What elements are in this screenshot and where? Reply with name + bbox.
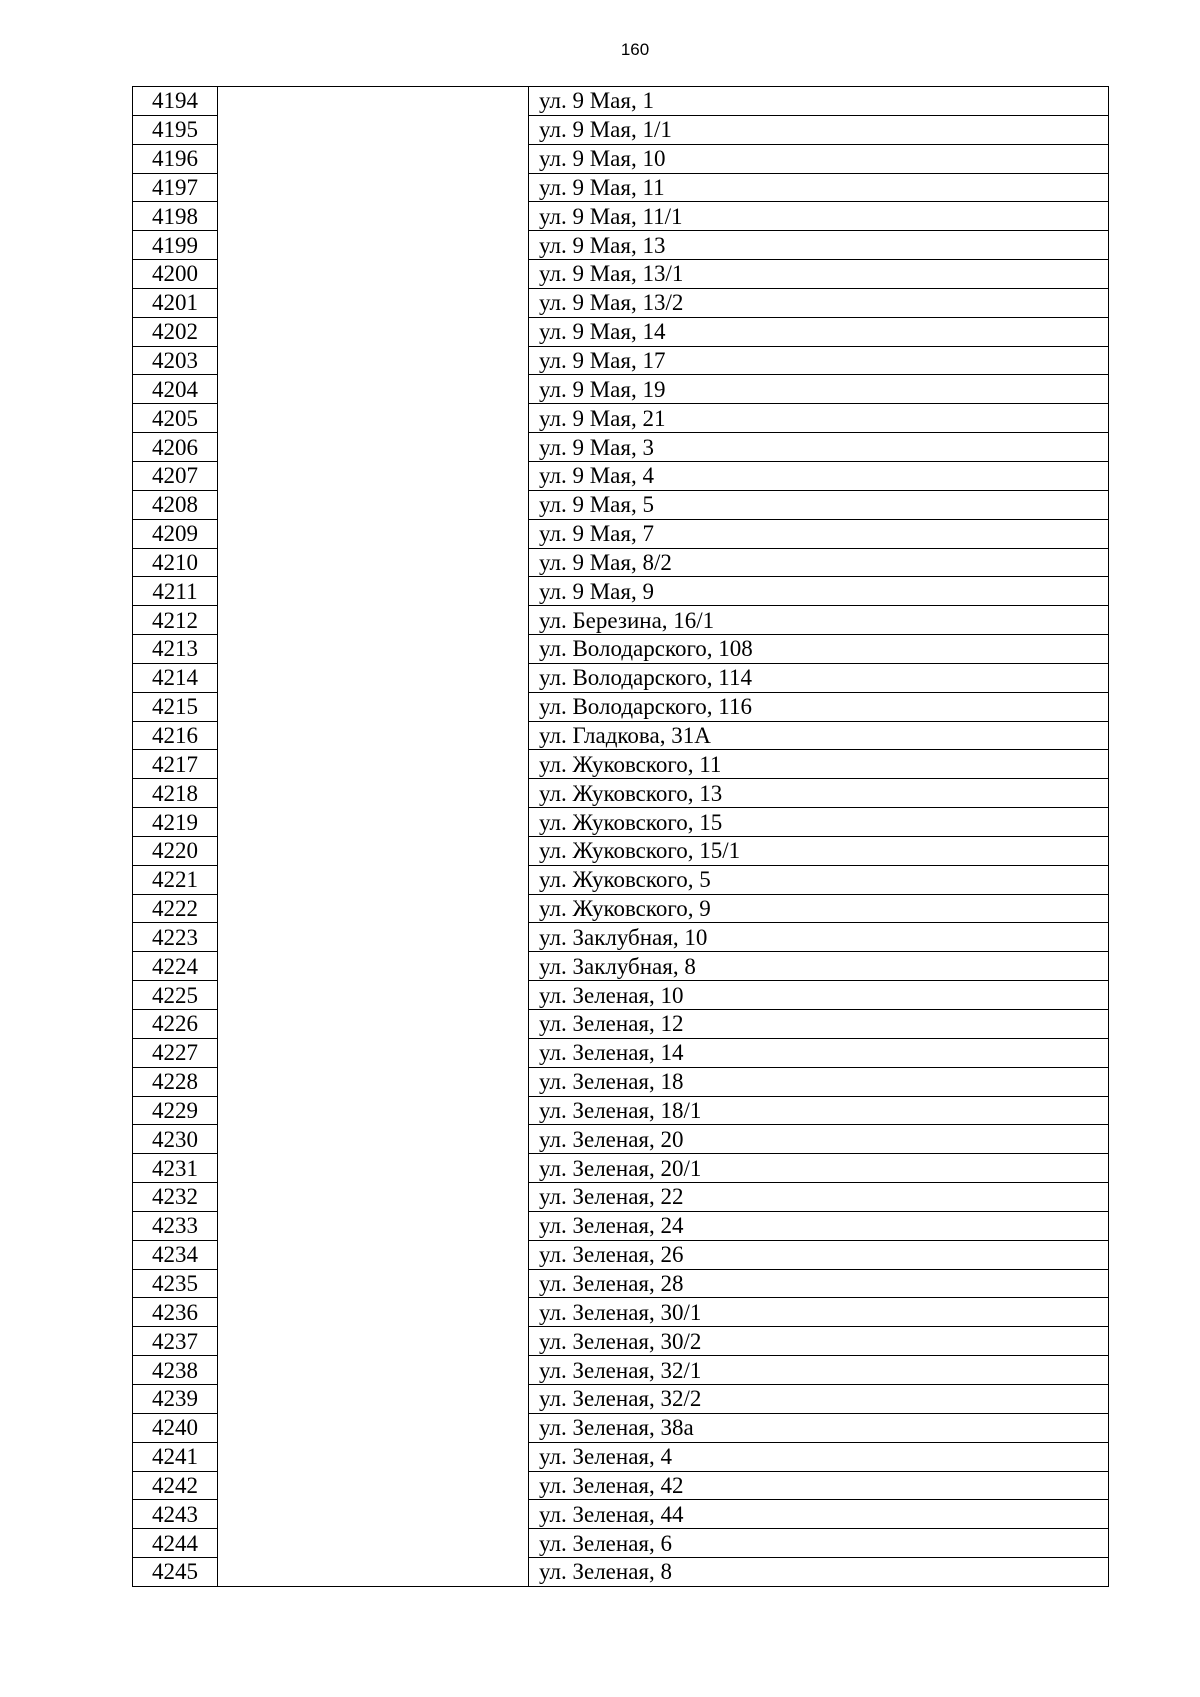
table-row: [133, 750, 1109, 779]
table-row: [133, 317, 1109, 346]
table-row: [133, 1500, 1109, 1529]
table-row: [133, 404, 1109, 433]
table-row: [133, 1529, 1109, 1558]
row-number-cell: 4209: [133, 519, 218, 548]
row-number-cell: 4242: [133, 1471, 218, 1500]
address-table: [132, 86, 1109, 1587]
empty-cell: [218, 231, 529, 260]
empty-cell: [218, 1298, 529, 1327]
table-row: [133, 1067, 1109, 1096]
row-number-cell: 4201: [133, 288, 218, 317]
empty-cell: [218, 1067, 529, 1096]
address-cell: ул. Зеленая, 32/2: [529, 1384, 1109, 1413]
empty-cell: [218, 375, 529, 404]
table-row: [133, 606, 1109, 635]
row-number-cell: 4223: [133, 923, 218, 952]
empty-cell: [218, 865, 529, 894]
address-cell: ул. Жуковского, 13: [529, 779, 1109, 808]
empty-cell: [218, 1038, 529, 1067]
row-number-cell: 4243: [133, 1500, 218, 1529]
row-number-cell: 4207: [133, 461, 218, 490]
empty-cell: [218, 1096, 529, 1125]
row-number-cell: 4233: [133, 1211, 218, 1240]
address-cell: ул. 9 Мая, 9: [529, 577, 1109, 606]
empty-cell: [218, 1413, 529, 1442]
row-number-cell: 4231: [133, 1154, 218, 1183]
address-cell: ул. Заклубная, 10: [529, 923, 1109, 952]
table-row: [133, 548, 1109, 577]
table-row: [133, 1183, 1109, 1212]
empty-cell: [218, 663, 529, 692]
address-cell: ул. Березина, 16/1: [529, 606, 1109, 635]
row-number-cell: 4234: [133, 1240, 218, 1269]
table-row: [133, 519, 1109, 548]
address-cell: ул. Зеленая, 28: [529, 1269, 1109, 1298]
empty-cell: [218, 779, 529, 808]
row-number-cell: 4221: [133, 865, 218, 894]
table-row: [133, 721, 1109, 750]
row-number-cell: 4202: [133, 317, 218, 346]
row-number-cell: 4226: [133, 1010, 218, 1039]
table-row: [133, 692, 1109, 721]
address-cell: ул. Зеленая, 26: [529, 1240, 1109, 1269]
row-number-cell: 4239: [133, 1384, 218, 1413]
row-number-cell: 4196: [133, 144, 218, 173]
address-cell: ул. Володарского, 116: [529, 692, 1109, 721]
empty-cell: [218, 952, 529, 981]
address-cell: ул. 9 Мая, 13/2: [529, 288, 1109, 317]
address-cell: ул. 9 Мая, 11: [529, 173, 1109, 202]
address-cell: ул. 9 Мая, 8/2: [529, 548, 1109, 577]
address-cell: ул. 9 Мая, 17: [529, 346, 1109, 375]
empty-cell: [218, 490, 529, 519]
address-cell: ул. 9 Мая, 7: [529, 519, 1109, 548]
address-table-container: [132, 86, 1109, 1587]
address-cell: ул. Жуковского, 11: [529, 750, 1109, 779]
address-cell: ул. 9 Мая, 13: [529, 231, 1109, 260]
table-row: [133, 1413, 1109, 1442]
row-number-cell: 4206: [133, 433, 218, 462]
row-number-cell: 4219: [133, 808, 218, 837]
table-row: [133, 144, 1109, 173]
empty-cell: [218, 461, 529, 490]
table-row: [133, 1038, 1109, 1067]
address-cell: ул. 9 Мая, 11/1: [529, 202, 1109, 231]
table-row: [133, 577, 1109, 606]
address-cell: ул. 9 Мая, 1: [529, 87, 1109, 116]
address-cell: ул. Зеленая, 4: [529, 1442, 1109, 1471]
empty-cell: [218, 721, 529, 750]
table-row: [133, 1240, 1109, 1269]
table-row: [133, 1471, 1109, 1500]
empty-cell: [218, 173, 529, 202]
empty-cell: [218, 1356, 529, 1385]
row-number-cell: 4241: [133, 1442, 218, 1471]
row-number-cell: 4199: [133, 231, 218, 260]
table-row: [133, 865, 1109, 894]
table-row: [133, 1269, 1109, 1298]
table-row: [133, 779, 1109, 808]
address-cell: ул. Зеленая, 20: [529, 1125, 1109, 1154]
row-number-cell: 4244: [133, 1529, 218, 1558]
empty-cell: [218, 606, 529, 635]
table-row: [133, 202, 1109, 231]
address-cell: ул. Володарского, 108: [529, 635, 1109, 664]
table-row: [133, 115, 1109, 144]
empty-cell: [218, 750, 529, 779]
empty-cell: [218, 1471, 529, 1500]
address-cell: ул. 9 Мая, 5: [529, 490, 1109, 519]
row-number-cell: 4212: [133, 606, 218, 635]
table-row: [133, 1125, 1109, 1154]
empty-cell: [218, 1327, 529, 1356]
address-cell: ул. Жуковского, 9: [529, 894, 1109, 923]
row-number-cell: 4210: [133, 548, 218, 577]
address-cell: ул. Володарского, 114: [529, 663, 1109, 692]
address-cell: ул. Заклубная, 8: [529, 952, 1109, 981]
empty-cell: [218, 115, 529, 144]
empty-cell: [218, 692, 529, 721]
empty-cell: [218, 635, 529, 664]
empty-cell: [218, 519, 529, 548]
address-cell: ул. Зеленая, 30/2: [529, 1327, 1109, 1356]
row-number-cell: 4203: [133, 346, 218, 375]
empty-cell: [218, 202, 529, 231]
table-row: [133, 375, 1109, 404]
empty-cell: [218, 548, 529, 577]
empty-cell: [218, 1500, 529, 1529]
address-cell: ул. Зеленая, 24: [529, 1211, 1109, 1240]
address-cell: ул. Зеленая, 18: [529, 1067, 1109, 1096]
address-cell: ул. Зеленая, 12: [529, 1010, 1109, 1039]
row-number-cell: 4227: [133, 1038, 218, 1067]
row-number-cell: 4198: [133, 202, 218, 231]
table-row: [133, 663, 1109, 692]
address-cell: ул. Зеленая, 14: [529, 1038, 1109, 1067]
table-row: [133, 433, 1109, 462]
table-row: [133, 231, 1109, 260]
address-cell: ул. Зеленая, 8: [529, 1558, 1109, 1587]
row-number-cell: 4194: [133, 87, 218, 116]
address-cell: ул. Зеленая, 22: [529, 1183, 1109, 1212]
address-cell: ул. Жуковского, 15/1: [529, 836, 1109, 865]
row-number-cell: 4205: [133, 404, 218, 433]
address-cell: ул. 9 Мая, 4: [529, 461, 1109, 490]
address-cell: ул. Зеленая, 44: [529, 1500, 1109, 1529]
address-cell: ул. Зеленая, 38а: [529, 1413, 1109, 1442]
table-row: [133, 1558, 1109, 1587]
table-row: [133, 346, 1109, 375]
table-row: [133, 1356, 1109, 1385]
row-number-cell: 4237: [133, 1327, 218, 1356]
empty-cell: [218, 144, 529, 173]
table-row: [133, 461, 1109, 490]
address-cell: ул. Зеленая, 30/1: [529, 1298, 1109, 1327]
empty-cell: [218, 577, 529, 606]
empty-cell: [218, 1558, 529, 1587]
row-number-cell: 4195: [133, 115, 218, 144]
table-row: [133, 981, 1109, 1010]
address-cell: ул. 9 Мая, 3: [529, 433, 1109, 462]
row-number-cell: 4232: [133, 1183, 218, 1212]
address-cell: ул. Зеленая, 18/1: [529, 1096, 1109, 1125]
empty-cell: [218, 1384, 529, 1413]
row-number-cell: 4217: [133, 750, 218, 779]
table-row: [133, 1298, 1109, 1327]
row-number-cell: 4211: [133, 577, 218, 606]
row-number-cell: 4235: [133, 1269, 218, 1298]
table-row: [133, 1384, 1109, 1413]
table-row: [133, 260, 1109, 289]
empty-cell: [218, 260, 529, 289]
row-number-cell: 4230: [133, 1125, 218, 1154]
empty-cell: [218, 923, 529, 952]
row-number-cell: 4197: [133, 173, 218, 202]
address-cell: ул. Жуковского, 5: [529, 865, 1109, 894]
empty-cell: [218, 808, 529, 837]
address-cell: ул. Зеленая, 42: [529, 1471, 1109, 1500]
table-row: [133, 923, 1109, 952]
table-row: [133, 952, 1109, 981]
empty-cell: [218, 433, 529, 462]
row-number-cell: 4204: [133, 375, 218, 404]
address-cell: ул. 9 Мая, 19: [529, 375, 1109, 404]
empty-cell: [218, 836, 529, 865]
table-row: [133, 288, 1109, 317]
row-number-cell: 4218: [133, 779, 218, 808]
row-number-cell: 4236: [133, 1298, 218, 1327]
address-cell: ул. Зеленая, 6: [529, 1529, 1109, 1558]
empty-cell: [218, 1125, 529, 1154]
empty-cell: [218, 1529, 529, 1558]
empty-cell: [218, 1240, 529, 1269]
table-row: [133, 1010, 1109, 1039]
empty-cell: [218, 317, 529, 346]
table-row: [133, 836, 1109, 865]
row-number-cell: 4213: [133, 635, 218, 664]
table-row: [133, 1096, 1109, 1125]
empty-cell: [218, 1269, 529, 1298]
empty-cell: [218, 288, 529, 317]
table-row: [133, 808, 1109, 837]
row-number-cell: 4229: [133, 1096, 218, 1125]
address-cell: ул. 9 Мая, 14: [529, 317, 1109, 346]
row-number-cell: 4224: [133, 952, 218, 981]
address-cell: ул. Зеленая, 32/1: [529, 1356, 1109, 1385]
row-number-cell: 4245: [133, 1558, 218, 1587]
row-number-cell: 4238: [133, 1356, 218, 1385]
row-number-cell: 4214: [133, 663, 218, 692]
empty-cell: [218, 1442, 529, 1471]
table-row: [133, 87, 1109, 116]
table-row: [133, 490, 1109, 519]
table-row: [133, 1211, 1109, 1240]
empty-cell: [218, 346, 529, 375]
address-cell: ул. 9 Мая, 21: [529, 404, 1109, 433]
row-number-cell: 4222: [133, 894, 218, 923]
address-table-body: [133, 87, 1109, 1587]
row-number-cell: 4215: [133, 692, 218, 721]
row-number-cell: 4228: [133, 1067, 218, 1096]
address-cell: ул. Гладкова, 31А: [529, 721, 1109, 750]
address-cell: ул. Зеленая, 20/1: [529, 1154, 1109, 1183]
row-number-cell: 4208: [133, 490, 218, 519]
address-cell: ул. 9 Мая, 1/1: [529, 115, 1109, 144]
table-row: [133, 1442, 1109, 1471]
empty-cell: [218, 894, 529, 923]
table-row: [133, 1327, 1109, 1356]
table-row: [133, 1154, 1109, 1183]
address-cell: ул. Зеленая, 10: [529, 981, 1109, 1010]
address-cell: ул. 9 Мая, 10: [529, 144, 1109, 173]
address-cell: ул. 9 Мая, 13/1: [529, 260, 1109, 289]
empty-cell: [218, 1010, 529, 1039]
empty-cell: [218, 1183, 529, 1212]
table-row: [133, 635, 1109, 664]
row-number-cell: 4216: [133, 721, 218, 750]
empty-cell: [218, 404, 529, 433]
row-number-cell: 4240: [133, 1413, 218, 1442]
row-number-cell: 4220: [133, 836, 218, 865]
empty-cell: [218, 1211, 529, 1240]
page-number: 160: [620, 40, 650, 59]
empty-cell: [218, 981, 529, 1010]
empty-cell: [218, 87, 529, 116]
row-number-cell: 4225: [133, 981, 218, 1010]
address-cell: ул. Жуковского, 15: [529, 808, 1109, 837]
empty-cell: [218, 1154, 529, 1183]
row-number-cell: 4200: [133, 260, 218, 289]
table-row: [133, 894, 1109, 923]
table-row: [133, 173, 1109, 202]
